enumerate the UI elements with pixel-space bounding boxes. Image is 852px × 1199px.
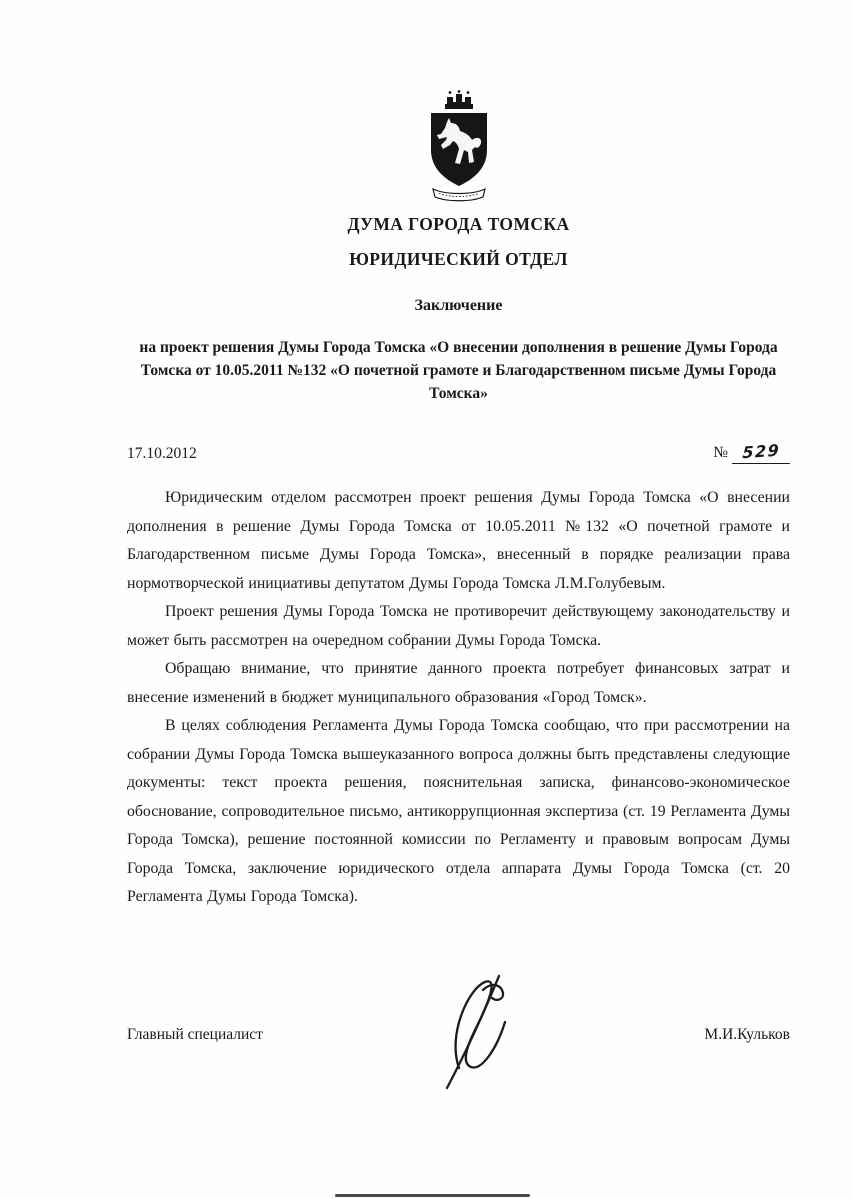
document-date: 17.10.2012 [127,445,197,462]
scan-artifact [335,1194,530,1197]
coat-of-arms-icon [414,90,504,202]
signer-position: Главный специалист [127,1025,263,1043]
document-number [713,441,790,464]
organization-name: ДУМА ГОРОДА ТОМСКА [347,214,570,234]
document-body [127,484,790,912]
tomsk-coat-of-arms-emblem [127,90,790,207]
paragraph-1: Юридическим отделом рассмотрен проект решения Думы Города Томска «О внесении дополнения в решение Думы Города Томска от 10.05.2011 №132 «О почетной грамоте и Благодарственном письме Думы Города Томска», внесенный в порядке реализации права нормотворческой инициативы депутатом Думы Города Томска Л.М.Голубевым. [127,489,790,592]
paragraph-2: Проект решения Думы Города Томска не противоречит действующему законодательству и может быть рассмотрен на очередном собрании Думы Города Томска. [127,603,790,649]
signer-name: М.И.Кульков [704,1025,790,1043]
number-sign: № [713,444,728,461]
paragraph-4: В целях соблюдения Регламента Думы Города Томска сообщаю, что при рассмотрении на собрании Думы Города Томска вышеуказанного вопроса должны быть представлены следующие документы: текст проекта решения, пояснительная записка, финансово-экономическое обоснование, сопроводительное письмо, антикоррупционная экспертиза (ст. 19 Регламента Думы Города Томска), решение постоянной комиссии по Регламенту и правовым вопросам Думы Города Томска, заключение юридического отдела аппарата Думы Города Томска (ст. 20 Регламента Думы Города Томска). [127,717,790,905]
document-content [127,90,790,1045]
number-underline [732,441,790,464]
crown-shape [445,94,473,109]
document-subject: на проект решения Думы Города Томска «О внесении дополнения в решение Думы Города Томска от 10.05.2011 №132 «О почетной грамоте и Благодарственном письме Думы Города Томска» [139,339,778,402]
paragraph-3: Обращаю внимание, что принятие данного проекта потребует финансовых затрат и внесение изменений в бюджет муниципального образования «Город Томск». [127,660,790,706]
signature-block [127,1024,790,1045]
reference-line [127,441,790,464]
department-name: ЮРИДИЧЕСКИЙ ОТДЕЛ [349,249,568,269]
ribbon-shape [433,189,485,201]
document-title: Заключение [414,297,503,314]
number-value-handwritten: 529 [742,440,781,463]
